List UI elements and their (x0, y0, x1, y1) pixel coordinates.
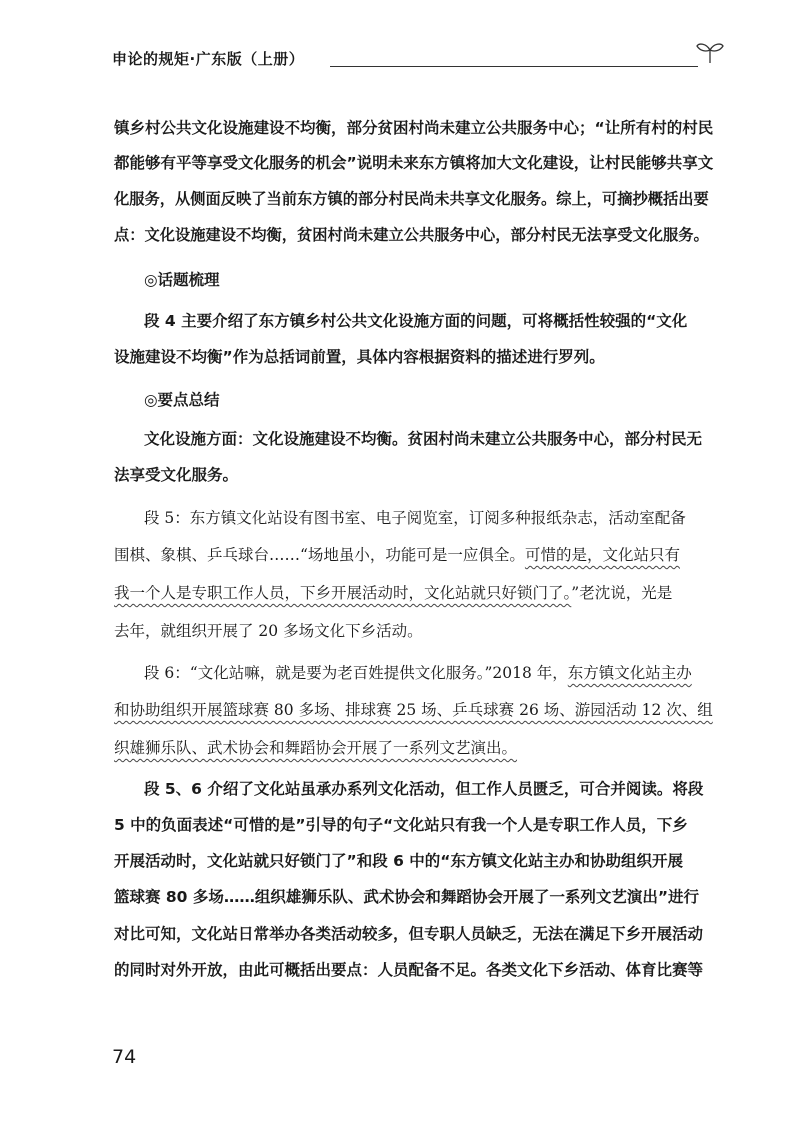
quote-line: 去年，就组织开展了 20 多场文化下乡活动。 (114, 622, 423, 640)
text-line: 5 中的负面表述“可惜的是”引导的句子“文化站只有我一个人是专职工作人员，下乡 (114, 816, 688, 834)
text-line: 都能够有平等享受文化服务的机会”说明未来东方镇将加大文化建设，让村民能够共享文 (114, 154, 714, 172)
text-line: 的同时对外开放，由此可概括出要点：人员配备不足。各类文化下乡活动、体育比赛等 (114, 961, 704, 979)
wavy-underlined-text: 织雄狮乐队、武术协会和舞蹈协会开展了一系列文艺演出。 (114, 739, 518, 757)
quote-text: 围棋、象棋、乒乓球台……“场地虽小，功能可是一应俱全。 (114, 546, 525, 564)
quote-text: ”老沈说，光是 (571, 584, 673, 602)
text-line: 段 4 主要介绍了东方镇乡村公共文化设施方面的问题，可将概括性较强的“文化 (144, 312, 688, 330)
sprout-icon (695, 40, 725, 64)
wavy-underlined-text: 和协助组织开展篮球赛 80 多场、排球赛 25 场、乒乓球赛 26 场、游园活动 12 次、组 (114, 701, 713, 719)
quote-line: 段 5：东方镇文化站设有图书室、电子阅览室，订阅多种报纸杂志，活动室配备 (144, 509, 686, 527)
text-line: 对比可知，文化站日常举办各类活动较多，但专职人员缺乏，无法在满足下乡开展活动 (114, 925, 704, 943)
text-line: 化服务，从侧面反映了当前东方镇的部分村民尚未共享文化服务。综上，可摘抄概括出要 (114, 190, 709, 208)
wavy-underlined-text: 东方镇文化站主办 (567, 664, 692, 682)
text-line: 点：文化设施建设不均衡，贫困村尚未建立公共服务中心，部分村民无法享受文化服务。 (114, 226, 709, 244)
quote-line (114, 583, 672, 603)
section-heading-summary: ◎要点总结 (144, 391, 220, 409)
running-header (112, 40, 712, 68)
text-line: 段 5、6 介绍了文化站虽承办系列文化活动，但工作人员匮乏，可合并阅读。将段 (144, 780, 704, 798)
header-rule (330, 66, 698, 67)
page-number: 74 (112, 1046, 137, 1068)
wavy-underlined-text: 我一个人是专职工作人员，下乡开展活动时，文化站就只好锁门了。 (114, 584, 572, 602)
wavy-underlined-text: 可惜的是，文化站只有 (524, 546, 680, 564)
text-line: 开展活动时，文化站就只好锁门了”和段 6 中的“东方镇文化站主办和协助组织开展 (114, 852, 683, 870)
quote-line (114, 700, 713, 720)
quote-line (144, 663, 692, 683)
text-line: 设施建设不均衡”作为总括词前置，具体内容根据资料的描述进行罗列。 (114, 348, 605, 366)
header-title: 申论的规矩·广东版（上册） (112, 50, 305, 68)
text-line: 法享受文化服务。 (114, 466, 239, 484)
text-line: 镇乡村公共文化设施建设不均衡，部分贫困村尚未建立公共服务中心；“让所有村的村民 (114, 119, 714, 137)
text-line: 篮球赛 80 多场……组织雄狮乐队、武术协会和舞蹈协会开展了一系列文艺演出”进行 (114, 888, 700, 906)
quote-line (114, 738, 517, 758)
quote-text: 段 6：“文化站嘛，就是要为老百姓提供文化服务。”2018 年， (144, 664, 568, 682)
text-line: 文化设施方面：文化设施建设不均衡。贫困村尚未建立公共服务中心，部分村民无 (144, 430, 703, 448)
quote-line (114, 545, 680, 565)
section-heading-topic: ◎话题梳理 (144, 271, 220, 289)
